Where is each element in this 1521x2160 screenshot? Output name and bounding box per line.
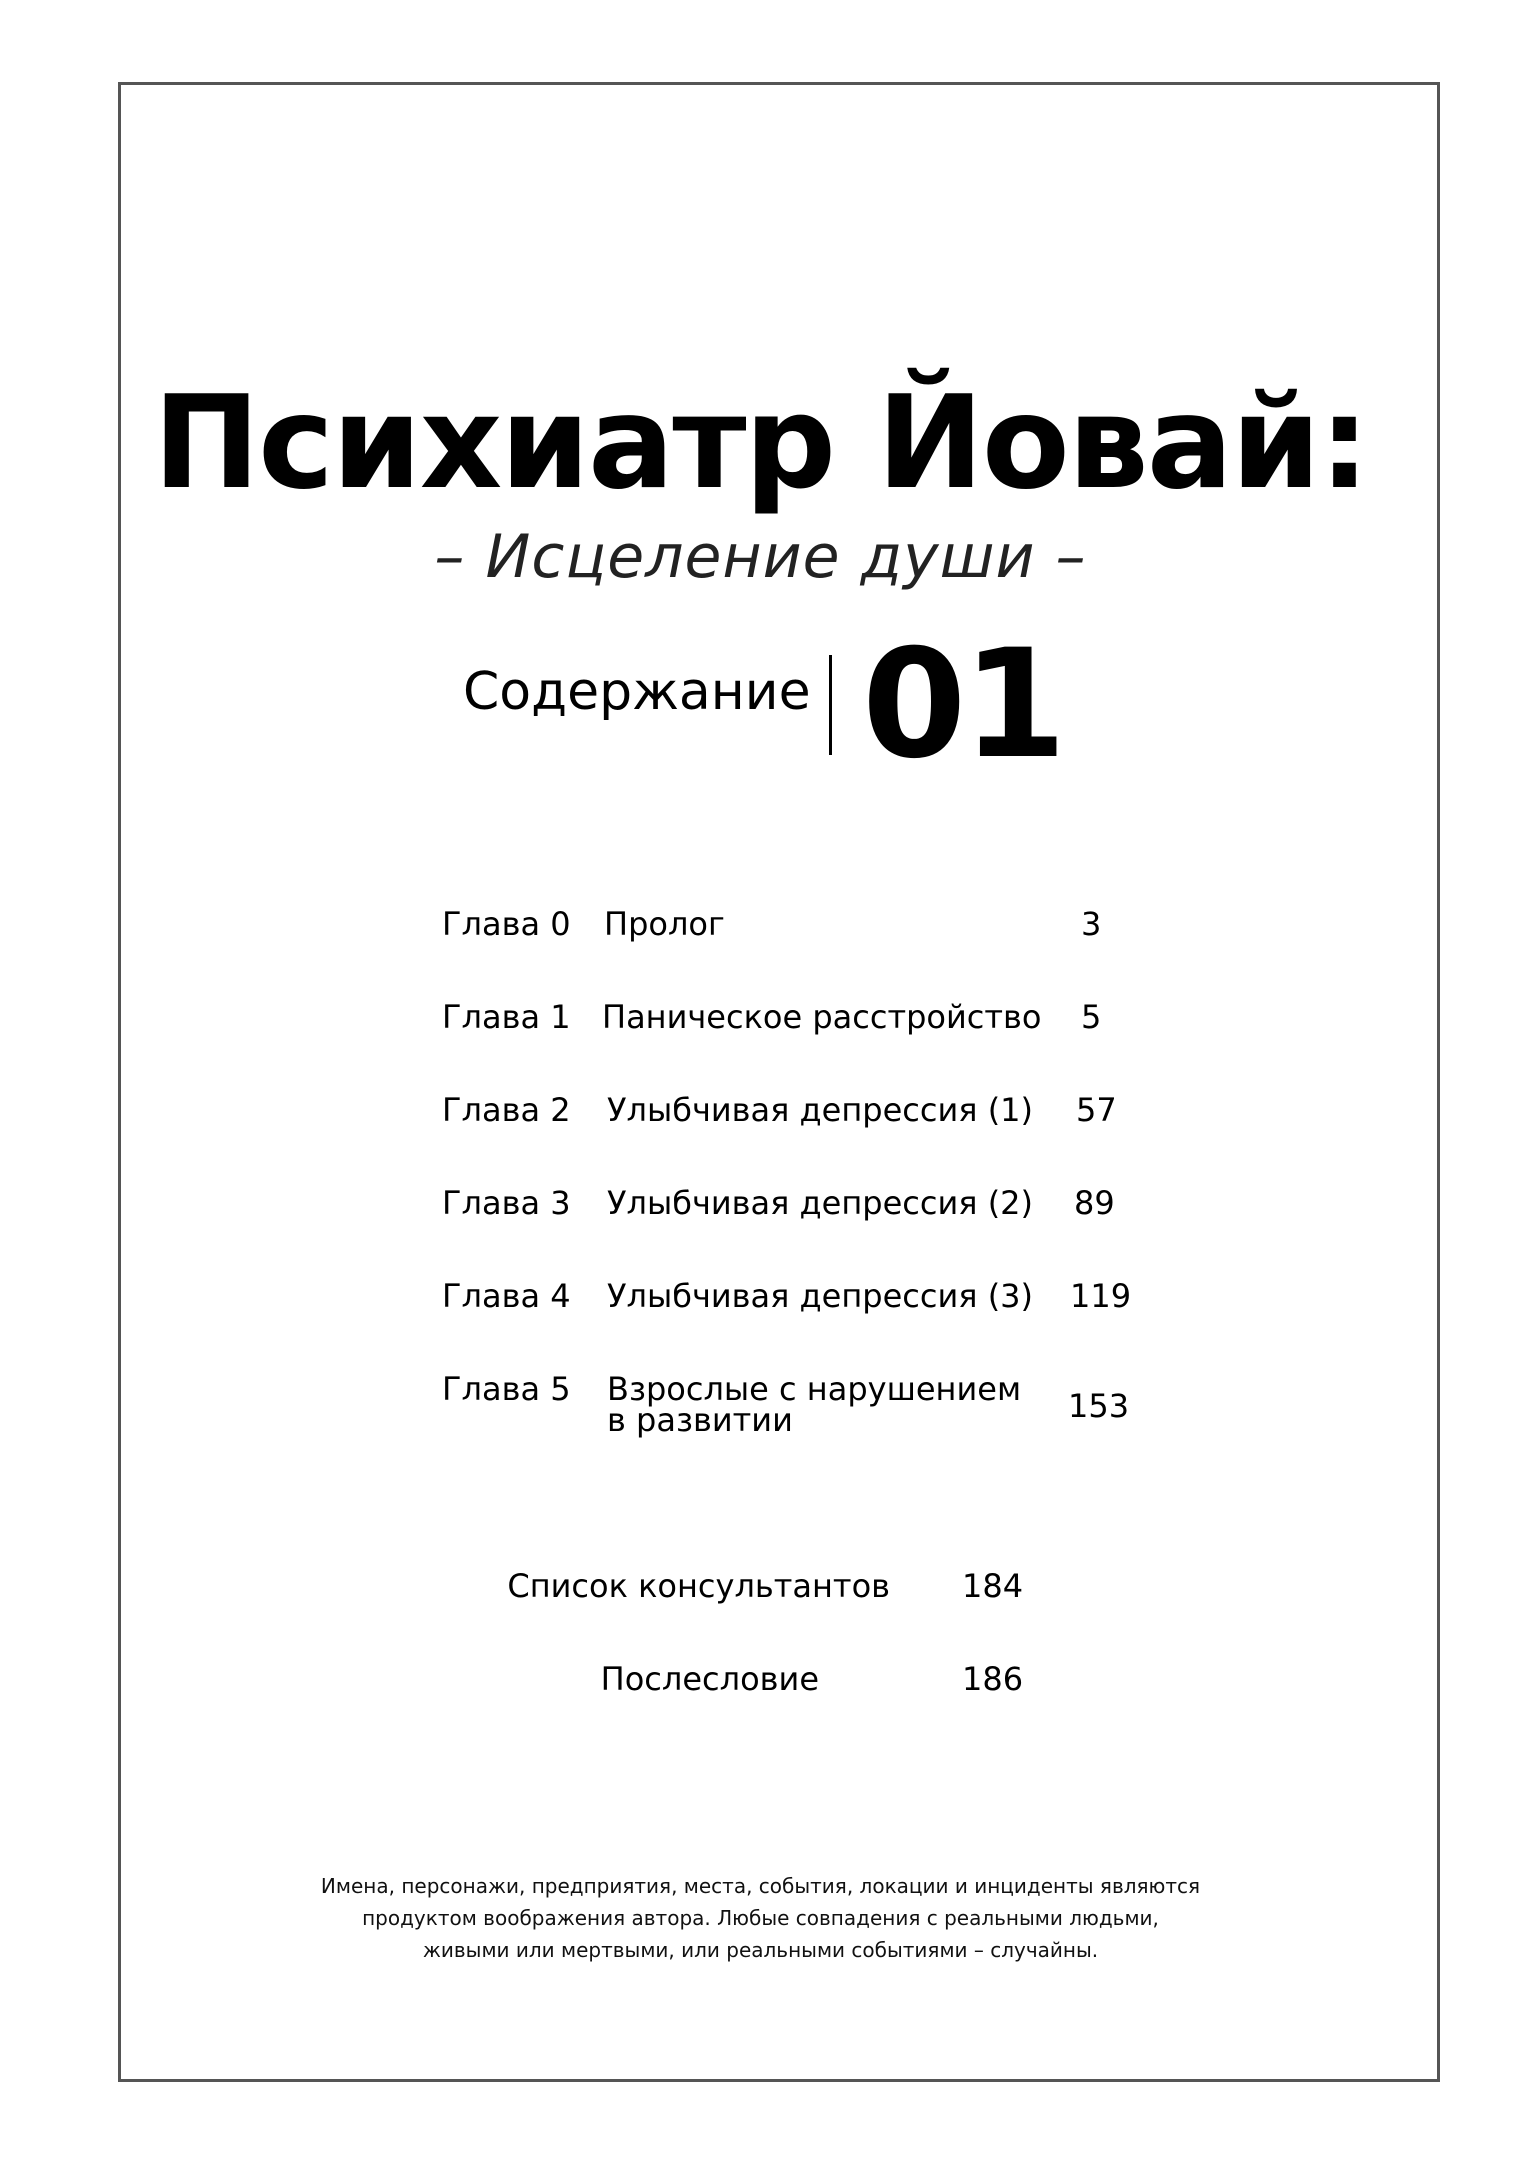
toc-chapter-label: Глава 4 <box>442 1277 571 1315</box>
toc-page-number: 153 <box>1068 1387 1130 1425</box>
disclaimer-line: продуктом воображения автора. Любые совпадения с реальными людьми, <box>362 1906 1159 1930</box>
toc-divider <box>829 655 832 755</box>
toc-extra-title: Послесловие <box>600 1660 819 1698</box>
toc-page-number: 3 <box>1081 905 1102 943</box>
toc-page-number: 186 <box>962 1660 1024 1698</box>
disclaimer <box>0 1870 1521 1966</box>
toc-chapter-title: Улыбчивая депрессия (1) <box>607 1091 1034 1129</box>
toc-page-number: 184 <box>962 1567 1024 1605</box>
volume-number: 01 <box>862 618 1063 792</box>
toc-heading: Содержание <box>463 662 811 722</box>
book-title: Психиатр Йовай: <box>153 369 1368 518</box>
toc-chapter-title: Пролог <box>604 905 725 943</box>
toc-page-number: 89 <box>1074 1184 1115 1222</box>
toc-chapter-label: Глава 2 <box>442 1091 571 1129</box>
toc-page-number: 119 <box>1070 1277 1132 1315</box>
toc-page-number: 57 <box>1076 1091 1117 1129</box>
disclaimer-line: Имена, персонажи, предприятия, места, события, локации и инциденты являются <box>320 1874 1201 1898</box>
toc-chapter-title: Паническое расстройство <box>602 998 1042 1036</box>
toc-chapter-label: Глава 0 <box>442 905 571 943</box>
toc-chapter-title-line1: Взрослые с нарушением <box>607 1370 1022 1408</box>
toc-chapter-title-line2: в развитии <box>607 1401 793 1439</box>
disclaimer-line: живыми или мертвыми, или реальными событиями – случайны. <box>422 1938 1099 1962</box>
toc-chapter-title: Улыбчивая депрессия (2) <box>607 1184 1034 1222</box>
toc-chapter-title: Улыбчивая депрессия (3) <box>607 1277 1034 1315</box>
toc-page-number: 5 <box>1081 998 1102 1036</box>
toc-chapter-label: Глава 1 <box>442 998 571 1036</box>
toc-chapter-label: Глава 3 <box>442 1184 571 1222</box>
toc-chapter-label: Глава 5 <box>442 1370 571 1408</box>
toc-extra-title: Список консультантов <box>507 1567 890 1605</box>
book-subtitle: – Исцеление души – <box>434 522 1087 592</box>
